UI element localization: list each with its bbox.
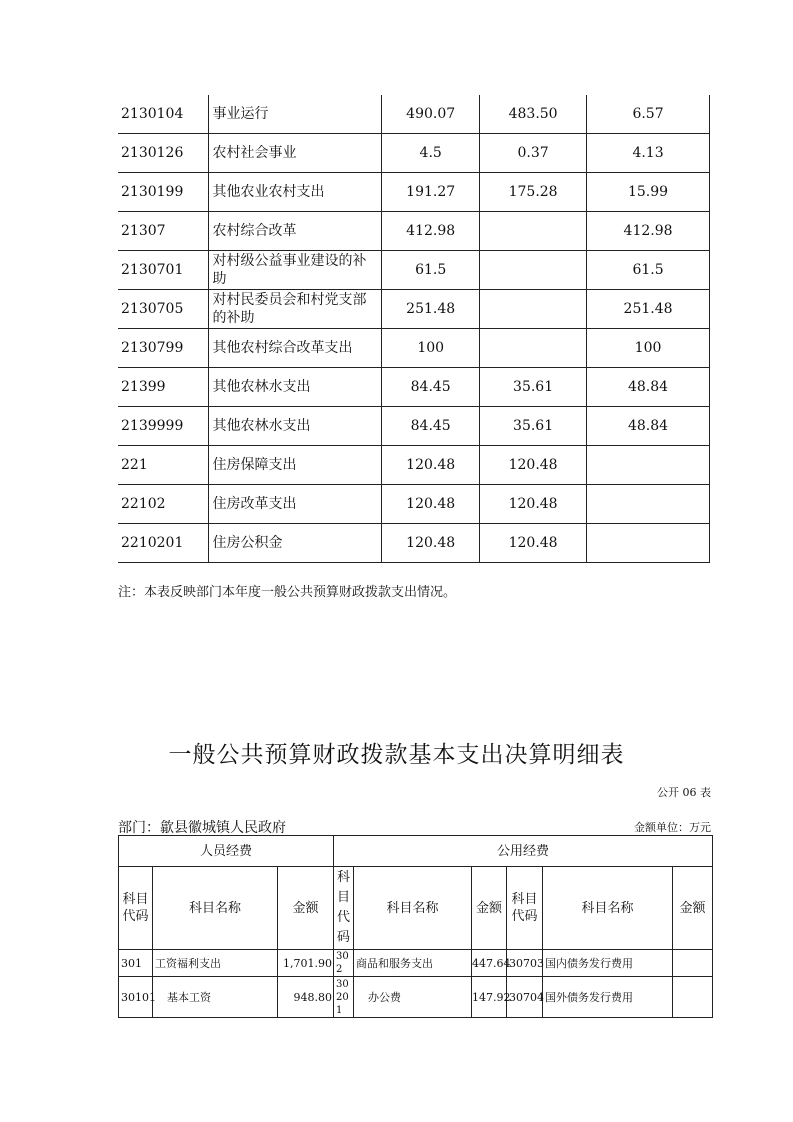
cell-name: 农村社会事业 xyxy=(209,134,382,173)
cell-name: 办公费 xyxy=(354,977,472,1018)
cell-amount xyxy=(673,950,713,977)
cell-total: 4.5 xyxy=(382,134,480,173)
cell-name: 其他农林水支出 xyxy=(209,407,382,446)
column-header-amount: 金额 xyxy=(673,867,713,950)
cell-basic: 483.50 xyxy=(480,95,587,134)
cell-name: 事业运行 xyxy=(209,95,382,134)
table-row xyxy=(119,950,713,977)
basic-expenditure-detail-table xyxy=(118,835,713,1018)
column-header-code: 科目代码 xyxy=(507,867,543,950)
cell-code: 21307 xyxy=(118,212,209,251)
cell-name: 工资福利支出 xyxy=(153,950,278,977)
cell-code: 2210201 xyxy=(118,524,209,563)
column-header-amount: 金额 xyxy=(472,867,507,950)
cell-basic: 120.48 xyxy=(480,485,587,524)
table-row xyxy=(118,95,710,134)
cell-code: 30703 xyxy=(507,950,543,977)
table-row xyxy=(118,290,710,329)
cell-project: 4.13 xyxy=(587,134,710,173)
cell-amount xyxy=(673,977,713,1018)
cell-project: 15.99 xyxy=(587,173,710,212)
cell-basic: 35.61 xyxy=(480,407,587,446)
column-header-name: 科目名称 xyxy=(354,867,472,950)
cell-name: 住房保障支出 xyxy=(209,446,382,485)
page-title: 一般公共预算财政拨款基本支出决算明细表 xyxy=(168,742,625,768)
cell-project: 61.5 xyxy=(587,251,710,290)
cell-project xyxy=(587,485,710,524)
table-row xyxy=(118,485,710,524)
cell-total: 412.98 xyxy=(382,212,480,251)
cell-basic: 120.48 xyxy=(480,524,587,563)
cell-basic: 35.61 xyxy=(480,368,587,407)
cell-total: 120.48 xyxy=(382,485,480,524)
cell-name: 国内债务发行费用 xyxy=(543,950,673,977)
cell-total: 490.07 xyxy=(382,95,480,134)
table-row xyxy=(118,368,710,407)
table-row xyxy=(118,173,710,212)
cell-code: 302 xyxy=(334,950,354,977)
cell-code: 2130199 xyxy=(118,173,209,212)
column-header-amount: 金额 xyxy=(278,867,334,950)
cell-project: 412.98 xyxy=(587,212,710,251)
cell-amount: 948.80 xyxy=(278,977,334,1018)
cell-amount: 447.64 xyxy=(472,950,507,977)
cell-name: 国外债务发行费用 xyxy=(543,977,673,1018)
cell-basic xyxy=(480,329,587,368)
cell-total: 251.48 xyxy=(382,290,480,329)
cell-total: 100 xyxy=(382,329,480,368)
cell-code: 21399 xyxy=(118,368,209,407)
cell-name: 其他农业农村支出 xyxy=(209,173,382,212)
table-number: 公开 06 表 xyxy=(657,786,711,799)
cell-basic xyxy=(480,251,587,290)
personnel-expense-header: 人员经费 xyxy=(119,836,334,867)
public-expense-header: 公用经费 xyxy=(334,836,713,867)
column-header-code: 科目代码 xyxy=(119,867,153,950)
cell-basic: 175.28 xyxy=(480,173,587,212)
cell-code: 221 xyxy=(118,446,209,485)
cell-total: 120.48 xyxy=(382,446,480,485)
table-row xyxy=(118,251,710,290)
cell-project: 251.48 xyxy=(587,290,710,329)
cell-code: 30201 xyxy=(334,977,354,1018)
cell-code: 30704 xyxy=(507,977,543,1018)
cell-amount: 147.92 xyxy=(472,977,507,1018)
cell-name: 住房公积金 xyxy=(209,524,382,563)
cell-project xyxy=(587,524,710,563)
cell-basic: 0.37 xyxy=(480,134,587,173)
cell-project: 48.84 xyxy=(587,368,710,407)
cell-basic: 120.48 xyxy=(480,446,587,485)
table-row xyxy=(118,407,710,446)
cell-total: 84.45 xyxy=(382,407,480,446)
cell-code: 2130799 xyxy=(118,329,209,368)
cell-code: 30101 xyxy=(119,977,153,1018)
table-row xyxy=(118,524,710,563)
cell-code: 2139999 xyxy=(118,407,209,446)
table-row xyxy=(118,446,710,485)
column-header-code: 科 目 代 码 xyxy=(334,867,354,950)
cell-name: 对村级公益事业建设的补助 xyxy=(209,251,382,290)
cell-name: 对村民委员会和村党支部的补助 xyxy=(209,290,382,329)
cell-code: 2130705 xyxy=(118,290,209,329)
cell-name: 基本工资 xyxy=(153,977,278,1018)
column-header-name: 科目名称 xyxy=(153,867,278,950)
cell-code: 22102 xyxy=(118,485,209,524)
cell-project: 48.84 xyxy=(587,407,710,446)
cell-code: 2130701 xyxy=(118,251,209,290)
cell-name: 其他农林水支出 xyxy=(209,368,382,407)
cell-name: 农村综合改革 xyxy=(209,212,382,251)
cell-total: 61.5 xyxy=(382,251,480,290)
table-row xyxy=(118,212,710,251)
cell-basic xyxy=(480,290,587,329)
cell-code: 2130126 xyxy=(118,134,209,173)
cell-name: 商品和服务支出 xyxy=(354,950,472,977)
cell-total: 191.27 xyxy=(382,173,480,212)
cell-project: 6.57 xyxy=(587,95,710,134)
amount-unit-label: 金额单位：万元 xyxy=(634,821,711,834)
department-label: 部门：歙县徽城镇人民政府 xyxy=(118,820,286,836)
table-row xyxy=(119,977,713,1018)
table-row xyxy=(118,134,710,173)
cell-total: 84.45 xyxy=(382,368,480,407)
cell-amount: 1,701.90 xyxy=(278,950,334,977)
cell-project xyxy=(587,446,710,485)
column-header-name: 科目名称 xyxy=(543,867,673,950)
cell-basic xyxy=(480,212,587,251)
cell-total: 120.48 xyxy=(382,524,480,563)
table-note: 注：本表反映部门本年度一般公共预算财政拨款支出情况。 xyxy=(118,585,457,600)
cell-code: 301 xyxy=(119,950,153,977)
cell-code: 2130104 xyxy=(118,95,209,134)
cell-project: 100 xyxy=(587,329,710,368)
cell-name: 其他农村综合改革支出 xyxy=(209,329,382,368)
cell-name: 住房改革支出 xyxy=(209,485,382,524)
expenditure-table xyxy=(118,95,710,563)
table-row xyxy=(118,329,710,368)
